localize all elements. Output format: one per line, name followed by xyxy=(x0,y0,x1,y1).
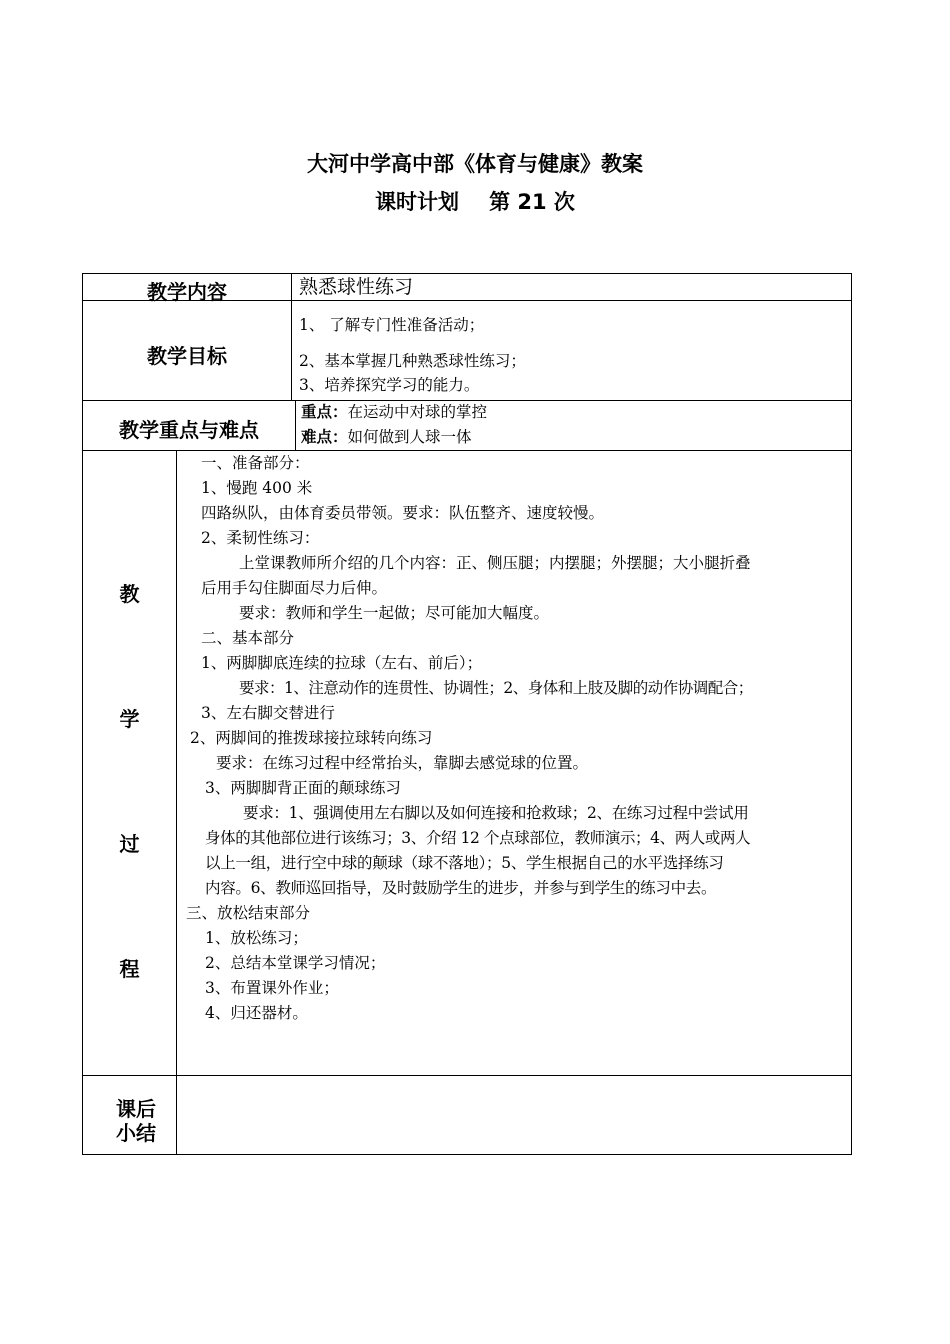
difficulty-value: 如何做到人球一体 xyxy=(347,428,472,446)
process-line: 要求：1、注意动作的连贯性、协调性；2、身体和上肢及脚的动作协调配合； xyxy=(239,679,753,697)
goals-label: 教学目标 xyxy=(147,344,227,368)
process-label-char: 学 xyxy=(119,707,140,731)
goal-item: 1、 了解专门性准备活动； xyxy=(299,316,485,334)
process-line: 一、准备部分： xyxy=(201,454,310,472)
goal-item: 2、基本掌握几种熟悉球性练习； xyxy=(299,352,526,370)
process-line: 2、柔韧性练习： xyxy=(201,529,320,547)
process-line: 要求：在练习过程中经常抬头，靠脚去感觉球的位置。 xyxy=(216,754,589,772)
process-line: 三、放松结束部分 xyxy=(186,904,311,922)
process-label-cell xyxy=(82,450,177,1076)
process-line: 1、两脚脚底连续的拉球（左右、前后）； xyxy=(201,654,483,672)
process-line: 要求：1、强调使用左右脚以及如何连接和抢救球；2、在练习过程中尝试用 xyxy=(243,804,749,822)
summary-value-cell xyxy=(176,1075,852,1155)
subtitle-plan: 课时计划 xyxy=(375,190,460,214)
subtitle-session: 第 21 次 xyxy=(489,190,575,214)
summary-label: 小结 xyxy=(116,1121,156,1145)
process-line: 3、布置课外作业； xyxy=(205,979,339,997)
process-label-char: 过 xyxy=(119,832,140,856)
key-point xyxy=(301,404,487,421)
page-subtitle xyxy=(0,186,950,216)
key-point-label: 重点： xyxy=(301,402,348,421)
process-line: 3、左右脚交替进行 xyxy=(201,704,335,722)
goal-item: 3、培养探究学习的能力。 xyxy=(299,376,480,394)
difficulty-point xyxy=(301,429,472,446)
process-line: 上堂课教师所介绍的几个内容：正、侧压腿；内摆腿；外摆腿；大小腿折叠 xyxy=(239,554,751,572)
process-line: 4、归还器材。 xyxy=(205,1004,308,1022)
key-point-value: 在运动中对球的掌控 xyxy=(347,403,488,421)
process-line: 以上一组，进行空中球的颠球（球不落地）；5、学生根据自己的水平选择练习 xyxy=(205,854,724,872)
summary-label: 课后 xyxy=(116,1097,156,1121)
process-label-char: 程 xyxy=(119,957,140,981)
process-line: 要求：教师和学生一起做；尽可能加大幅度。 xyxy=(239,604,550,622)
process-line: 2、总结本堂课学习情况； xyxy=(205,954,386,972)
process-line: 内容。6、教师巡回指导，及时鼓励学生的进步，并参与到学生的练习中去。 xyxy=(205,879,717,897)
content-value: 熟悉球性练习 xyxy=(299,276,414,298)
content-label: 教学内容 xyxy=(147,280,227,304)
process-line: 1、放松练习； xyxy=(205,929,308,947)
process-line: 后用手勾住脚面尽力后伸。 xyxy=(201,579,388,597)
process-label-char: 教 xyxy=(119,582,140,606)
process-line: 1、慢跑 400 米 xyxy=(201,479,313,497)
process-line: 二、基本部分 xyxy=(201,629,295,647)
focus-label: 教学重点与难点 xyxy=(119,418,259,442)
process-line: 身体的其他部位进行该练习；3、介绍 12 个点球部位，教师演示；4、两人或两人 xyxy=(205,829,751,847)
difficulty-label: 难点： xyxy=(301,427,348,446)
process-line: 四路纵队，由体育委员带领。要求：队伍整齐、速度较慢。 xyxy=(201,504,605,522)
page-title: 大河中学高中部《体育与健康》教案 xyxy=(307,152,643,176)
process-line: 3、两脚脚背正面的颠球练习 xyxy=(205,779,401,797)
process-line: 2、两脚间的推拨球接拉球转向练习 xyxy=(190,729,433,747)
